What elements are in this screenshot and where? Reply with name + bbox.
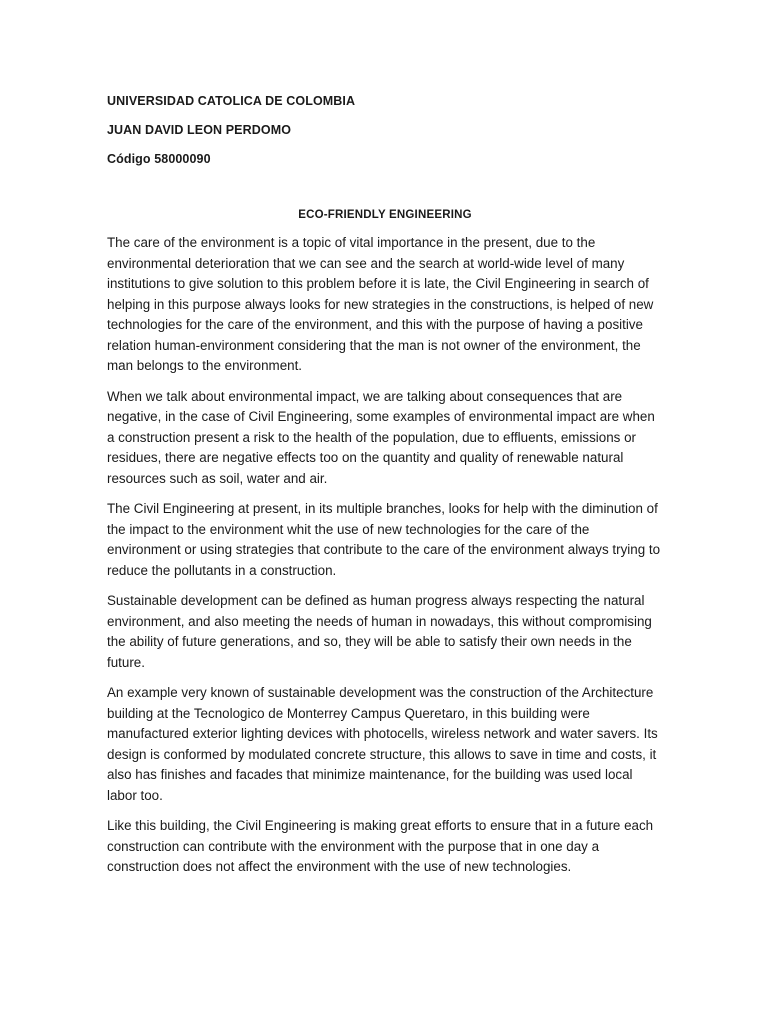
paragraph-4: Sustainable development can be defined as human progress always respecting the natural environment, and also meeting the needs of human in nowadays, this without compromising the ability of future generations, and so, they will be able to satisfy their own needs in the future. bbox=[107, 593, 652, 670]
paragraph-3: The Civil Engineering at present, in its multiple branches, looks for help with the diminution of the impact to the environment whit the use of new technologies for the care of the environment or using strategies that contribute to the care of the environment always trying to reduce the pollutants in a construction. bbox=[107, 501, 661, 578]
document-page bbox=[107, 92, 663, 888]
institution-name: UNIVERSIDAD CATOLICA DE COLOMBIA bbox=[107, 94, 356, 108]
paragraph-2: When we talk about environmental impact, we are talking about consequences that are negative, in the case of Civil Engineering, some examples of environmental impact are when a construction present a risk to the health of the population, due to effluents, emissions or residues, there are negative effects too on the quantity and quality of renewable natural resources such as soil, water and air. bbox=[107, 388, 655, 486]
document-title: ECO-FRIENDLY ENGINEERING bbox=[298, 209, 472, 221]
author-name: JUAN DAVID LEON PERDOMO bbox=[107, 123, 292, 137]
paragraph-1: The care of the environment is a topic of vital importance in the present, due to the environmental deterioration that we can see and the search at world-wide level of many institutions to give solution to this problem before it is late, the Civil Engineering in search of helping in this purpose always looks for new strategies in the constructions, is helped of new technologies for the care of the environment, and this with the purpose of having a positive relation human-environment considering that the man is not owner of the environment, the man belongs to the environment. bbox=[107, 235, 654, 373]
student-code: Código 58000090 bbox=[107, 152, 211, 166]
paragraph-6: Like this building, the Civil Engineering is making great efforts to ensure that in a future each construction can contribute with the environment with the purpose that in one day a construction does not affect the environment with the use of new technologies. bbox=[107, 818, 654, 874]
paragraph-5: An example very known of sustainable development was the construction of the Architecture building at the Tecnologico de Monterrey Campus Queretaro, in this building were manufactured exterior lighting devices with photocells, wireless network and water savers. Its design is conformed by modulated concrete structure, this allows to save in time and costs, it also has finishes and facades that minimize maintenance, for the building was used local labor too. bbox=[107, 685, 658, 803]
